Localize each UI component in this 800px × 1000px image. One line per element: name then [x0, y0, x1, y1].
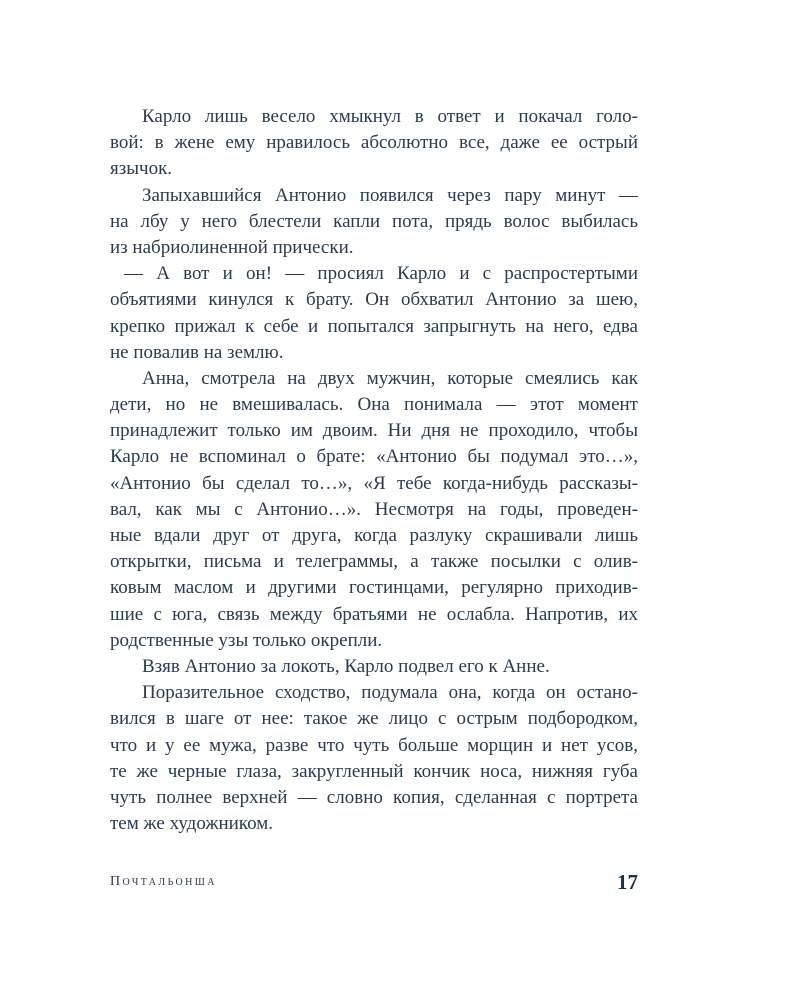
text-line: чуть полнее верхней — словно копия, сделанная с портрета [110, 786, 638, 808]
body-text [110, 104, 638, 837]
text-line: «Антонио бы сделал то…», «Я тебе когда-нибудь рассказы- [110, 472, 638, 494]
text-line: Запыхавшийся Антонио появился через пару минут — [142, 184, 638, 206]
text-line: объятиями кинулся к брату. Он обхватил Антонио за шею, [110, 289, 638, 311]
text-line: родственные узы только окрепли. [110, 629, 383, 651]
text-line: ные вдали друг от друга, когда разлуку скрашивали лишь [110, 525, 638, 546]
text-line: ковым маслом и другими гостинцами, регулярно приходив- [110, 577, 638, 599]
text-line: Карло не вспоминал о брате: «Антонио бы подумал это…», [110, 446, 638, 468]
text-line: тем же художником. [110, 813, 273, 835]
text-line: шие с юга, связь между братьями не ослабла. Напротив, их [110, 603, 638, 625]
text-line: вился в шаге от нее: такое же лицо с острым подбородком, [110, 708, 638, 730]
text-line: те же черные глаза, закругленный кончик носа, нижняя губа [110, 760, 638, 782]
text-line: принадлежит только им двоим. Ни дня не проходило, чтобы [110, 420, 638, 442]
text-line: из набриолиненной прически. [110, 236, 354, 258]
text-line: Анна, смотрела на двух мужчин, которые смеялись как [142, 367, 638, 389]
text-line: не повалив на землю. [110, 341, 284, 363]
text-line: дети, но не вмешивалась. Она понимала — этот момент [110, 394, 638, 416]
text-line: Поразительное сходство, подумала она, когда он остано- [142, 682, 638, 704]
text-line: — А вот и он! — просиял Карло и с распростертыми [124, 263, 638, 285]
text-line: открытки, письма и телеграммы, а также посылки с олив- [110, 551, 638, 573]
page-footer [110, 870, 638, 900]
text-line: Взяв Антонио за локоть, Карло подвел его к Анне. [142, 655, 550, 677]
text-line: язычок. [110, 158, 173, 180]
text-line: вал, как мы с Антонио…». Несмотря на годы, проведен- [110, 498, 638, 520]
text-line: на лбу у него блестели капли пота, прядь волос выбилась [110, 210, 638, 232]
text-line: вой: в жене ему нравилось абсолютно все, даже ее острый [110, 132, 638, 154]
running-title: Почтальонша [110, 874, 217, 889]
text-line: Карло лишь весело хмыкнул в ответ и покачал голо- [142, 106, 638, 127]
text-line: крепко прижал к себе и попытался запрыгнуть на него, едва [110, 315, 638, 337]
text-line: что и у ее мужа, разве что чуть больше морщин и нет усов, [110, 734, 638, 756]
page-number: 17 [617, 870, 638, 894]
